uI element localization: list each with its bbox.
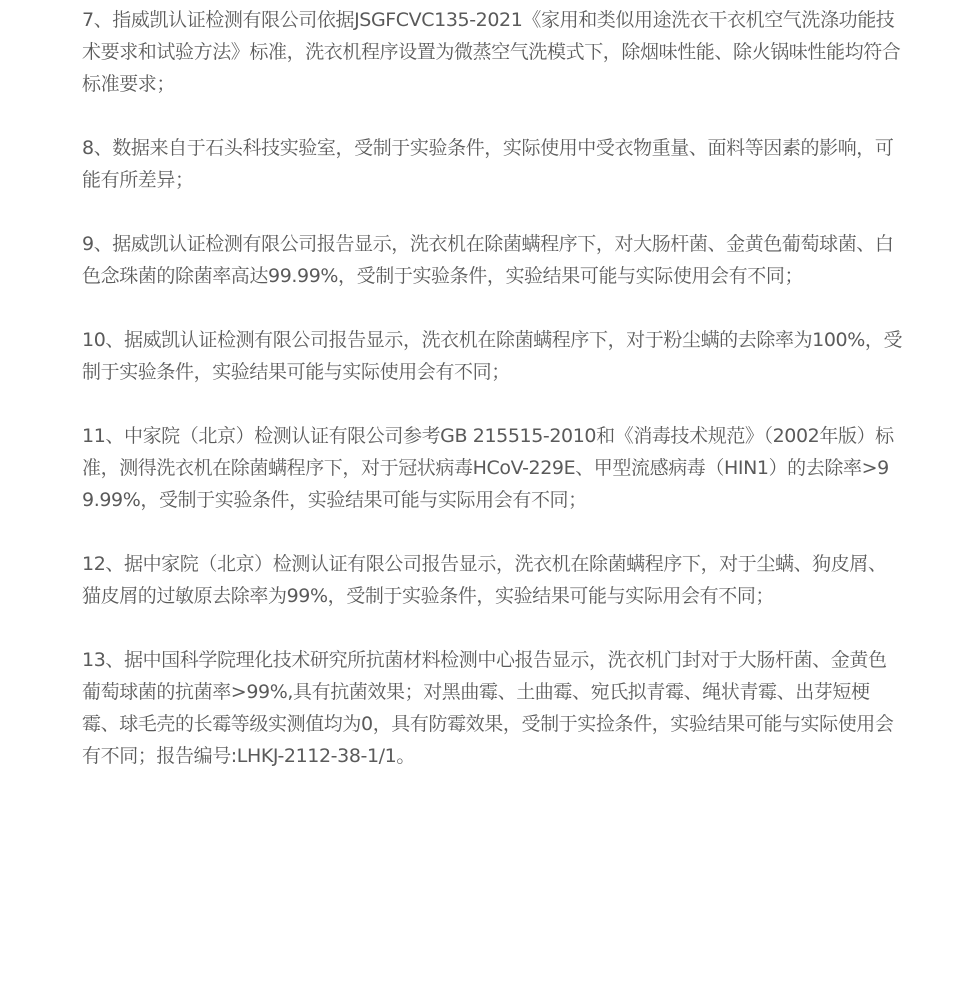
footnote-12: 12、据中家院（北京）检测认证有限公司报告显示，洗衣机在除菌螨程序下，对于尘螨、狗皮屑、猫皮屑的过敏原去除率为99%，受制于实验条件，实验结果可能与实际用会有不同； [82, 553, 887, 607]
footnote-8: 8、数据来自于石头科技实验室，受制于实验条件，实际使用中受衣物重量、面料等因素的影响，可能有所差异； [82, 137, 894, 191]
footnote-9: 9、据威凯认证检测有限公司报告显示，洗衣机在除菌螨程序下，对大肠杆菌、金黄色葡萄球菌、白色念珠菌的除菌率高达99.99%，受制于实验条件，实验结果可能与实际使用会有不同； [82, 233, 894, 287]
footnote-10: 10、据威凯认证检测有限公司报告显示，洗衣机在除菌螨程序下，对于粉尘螨的去除率为100%，受制于实验条件，实验结果可能与实际使用会有不同； [82, 329, 903, 383]
footnotes-list [82, 4, 904, 804]
footnote-7: 7、指威凯认证检测有限公司依据JSGFCVC135-2021《家用和类似用途洗衣干衣机空气洗涤功能技术要求和试验方法》标准，洗衣机程序设置为微蒸空气洗模式下，除烟味性能、除火锅味性能均符合标准要求； [82, 9, 901, 95]
footnote-11: 11、中家院（北京）检测认证有限公司参考GB 215515-2010和《消毒技术规范》（2002年版）标准，测得洗衣机在除菌螨程序下，对于冠状病毒HCoV-229E、甲型流感病毒（HIN1）的去除率>99.99%，受制于实验条件，实验结果可能与实际用会有不同； [82, 425, 894, 511]
footnote-13: 13、据中国科学院理化技术研究所抗菌材料检测中心报告显示，洗衣机门封对于大肠杆菌、金黄色葡萄球菌的抗菌率>99%,具有抗菌效果；对黑曲霉、土曲霉、宛氏拟青霉、绳状青霉、出芽短梗霉、球毛壳的长霉等级实测值均为0，具有防霉效果，受制于实捡条件，实验结果可能与实际使用会有不同；报告编号:LHKJ-2112-38-1/1。 [82, 649, 894, 767]
